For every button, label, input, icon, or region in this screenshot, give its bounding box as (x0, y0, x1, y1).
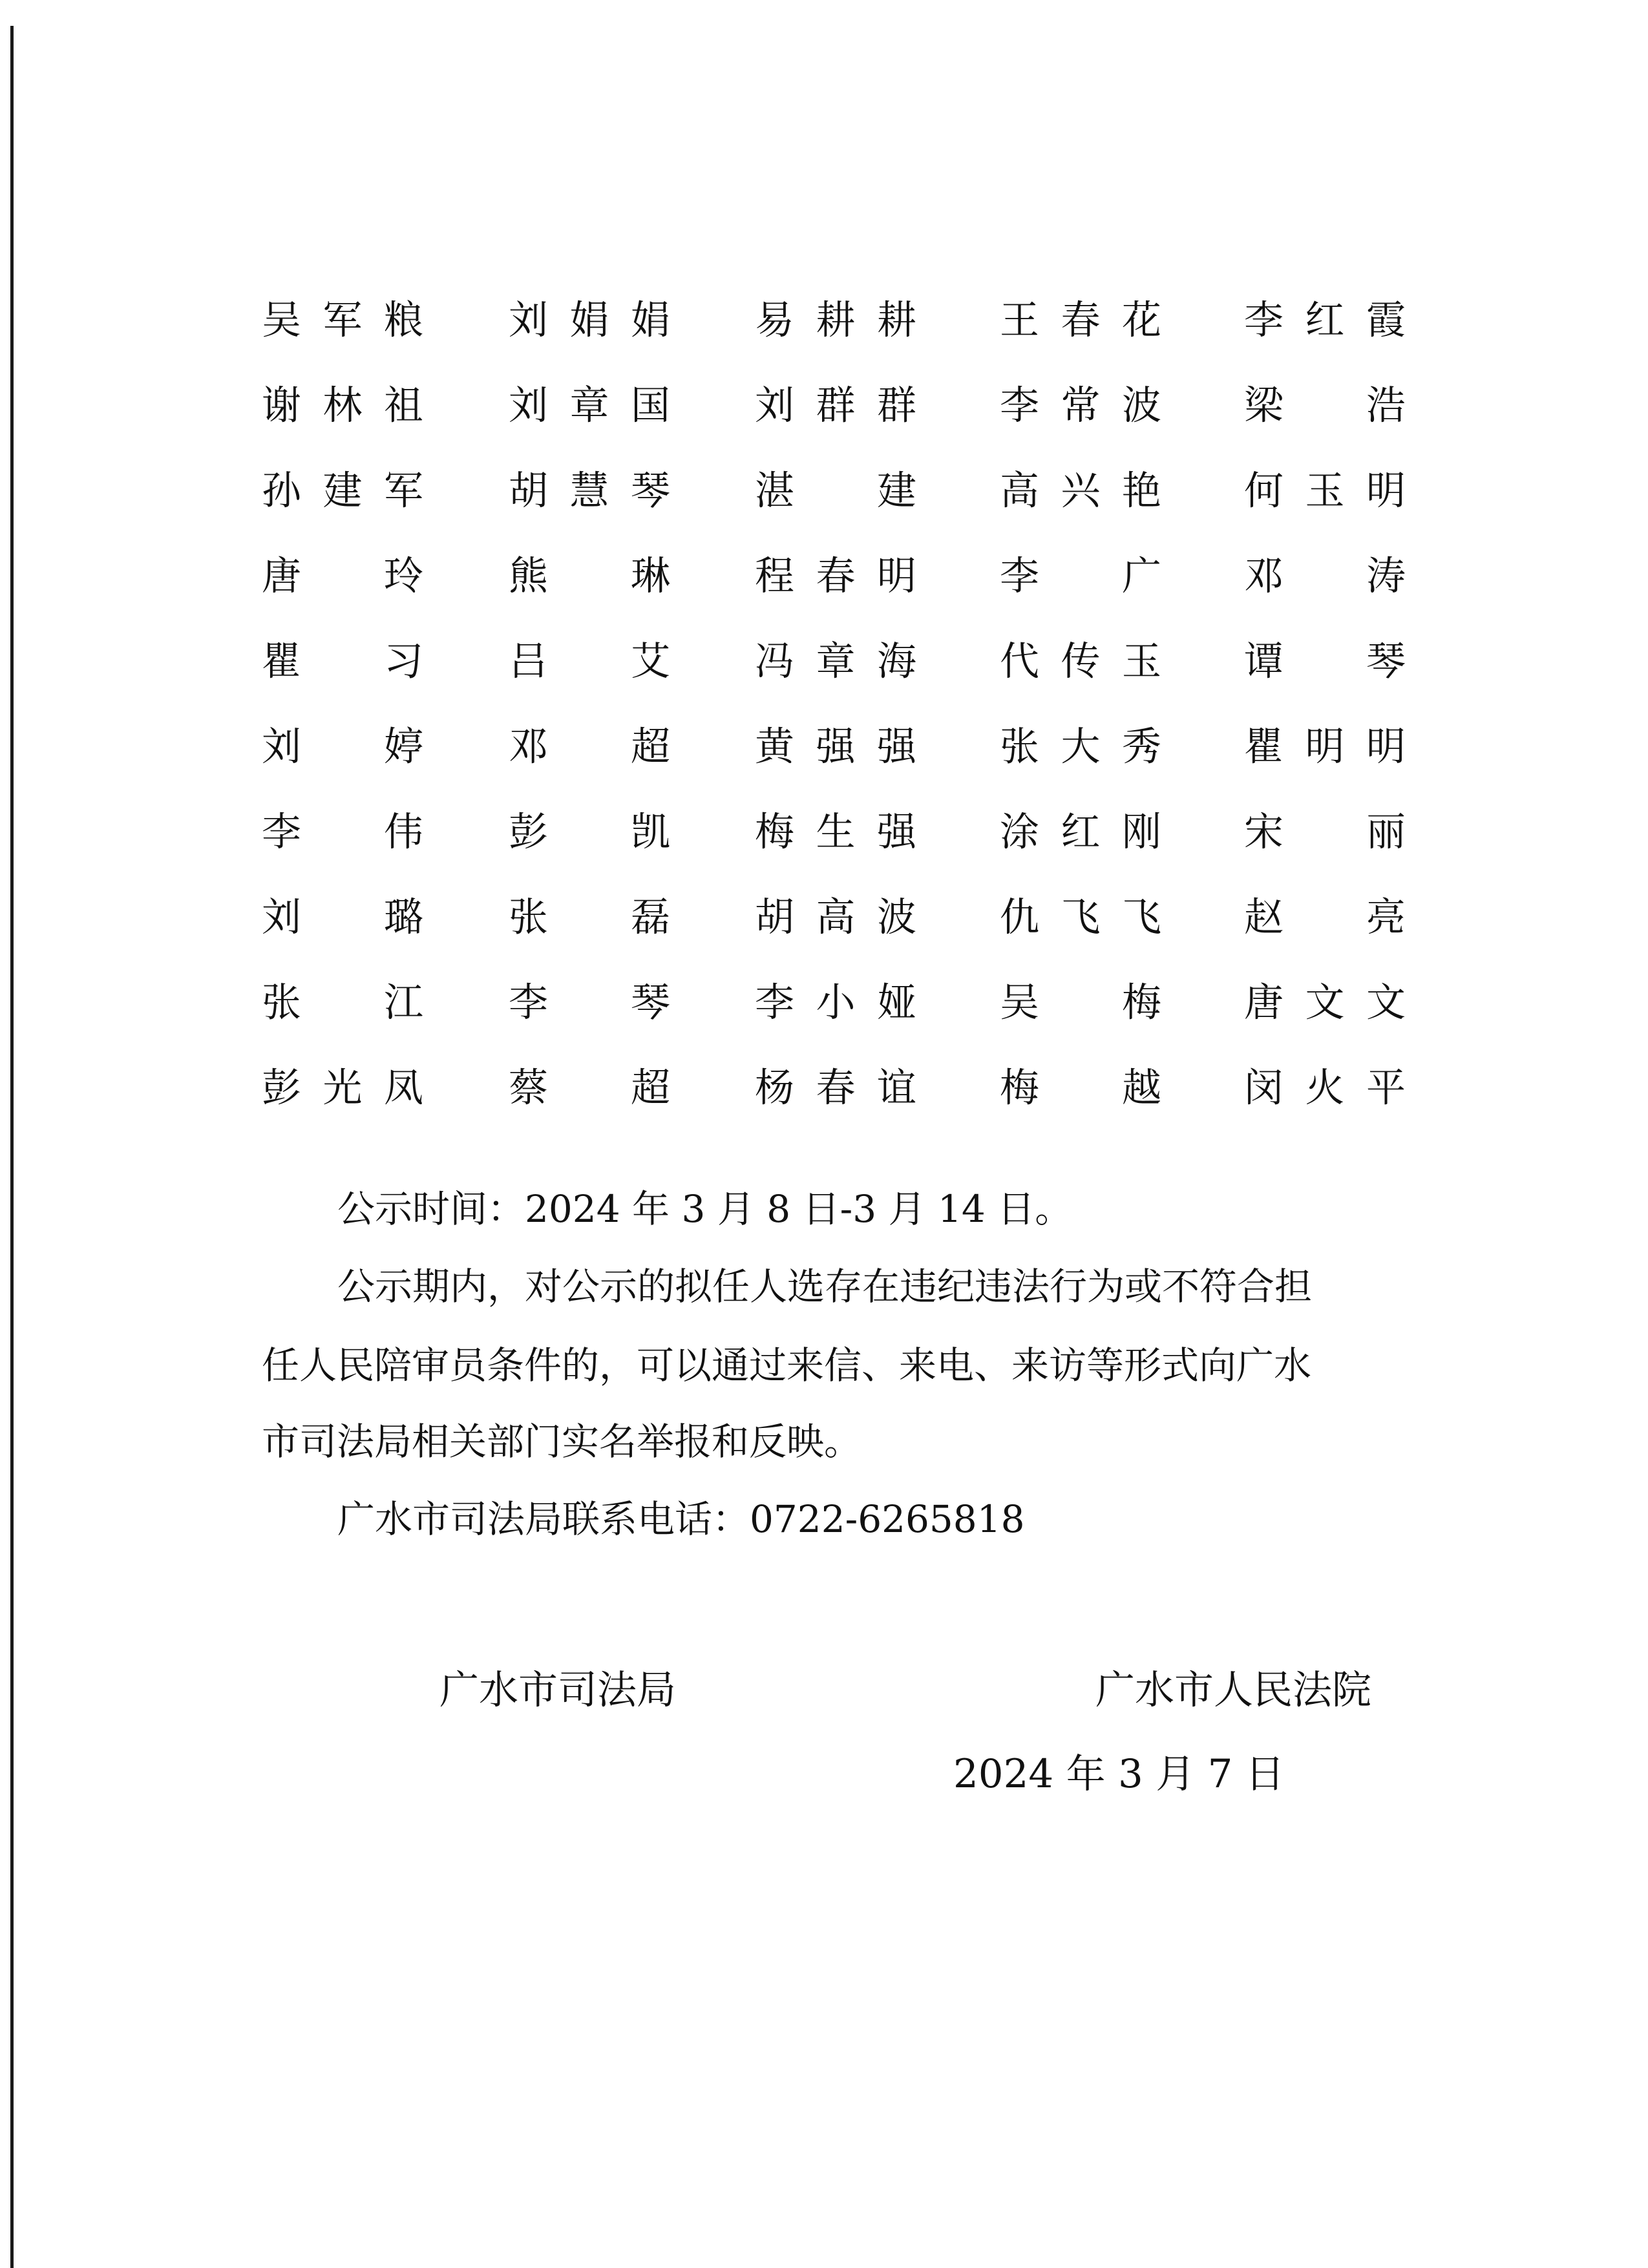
scan-edge-line (10, 26, 14, 2268)
juror-name: 张 江 (262, 980, 424, 1025)
juror-name: 李 伟 (262, 809, 424, 855)
notice-body-line-1: 公示期内，对公示的拟任人选存在违纪违法行为或不符合担 (337, 1265, 1313, 1308)
juror-name: 刘 璐 (262, 894, 424, 940)
name-row (262, 960, 1419, 1045)
juror-name: 仇 飞 飞 (1000, 894, 1162, 940)
name-row (262, 704, 1419, 790)
juror-name: 梅 越 (1000, 1065, 1162, 1111)
juror-name: 代 传 玉 (1000, 638, 1162, 684)
juror-name: 梁 浩 (1244, 383, 1406, 428)
juror-name: 杨 春 谊 (755, 1065, 917, 1111)
juror-name: 涂 红 刚 (1000, 809, 1162, 855)
juror-name: 吴 军 粮 (262, 297, 424, 343)
juror-name: 张 大 秀 (1000, 724, 1162, 770)
juror-name: 张 磊 (509, 894, 671, 940)
juror-name: 宋 丽 (1244, 809, 1406, 855)
juror-name: 李 常 波 (1000, 383, 1162, 428)
name-row (262, 619, 1419, 704)
name-row (262, 363, 1419, 448)
contact-phone: 广水市司法局联系电话：0722-6265818 (337, 1497, 1025, 1541)
juror-name: 熊 琳 (509, 553, 671, 599)
juror-name: 邓 涛 (1244, 553, 1406, 599)
juror-name: 彭 光 凤 (262, 1065, 424, 1111)
juror-name-list (262, 278, 1419, 1131)
juror-name: 刘 娟 娟 (509, 297, 671, 343)
juror-name: 胡 高 波 (755, 894, 917, 940)
notice-period: 公示时间：2024 年 3 月 8 日-3 月 14 日。 (337, 1187, 1073, 1231)
juror-name: 蔡 超 (509, 1065, 671, 1111)
juror-name: 王 春 花 (1000, 297, 1162, 343)
juror-name: 胡 慧 琴 (509, 468, 671, 514)
name-row (262, 278, 1419, 363)
juror-name: 孙 建 军 (262, 468, 424, 514)
juror-name: 冯 章 海 (755, 638, 917, 684)
name-row (262, 448, 1419, 534)
name-row (262, 1045, 1419, 1131)
juror-name: 谢 林 祖 (262, 383, 424, 428)
juror-name: 刘 婷 (262, 724, 424, 770)
signature-date: 2024 年 3 月 7 日 (953, 1751, 1285, 1797)
juror-name: 刘 群 群 (755, 383, 917, 428)
juror-name: 谭 琴 (1244, 638, 1406, 684)
juror-name: 高 兴 艳 (1000, 468, 1162, 514)
juror-name: 黄 强 强 (755, 724, 917, 770)
name-row (262, 875, 1419, 960)
juror-name: 梅 生 强 (755, 809, 917, 855)
juror-name: 瞿 明 明 (1244, 724, 1406, 770)
signature-court: 广水市人民法院 (1095, 1667, 1372, 1713)
juror-name: 瞿 习 (262, 638, 424, 684)
notice-body-line-3: 市司法局相关部门实名举报和反映。 (262, 1420, 862, 1464)
juror-name: 邓 超 (509, 724, 671, 770)
juror-name: 闵 火 平 (1244, 1065, 1406, 1111)
juror-name: 易 耕 耕 (755, 297, 917, 343)
juror-name: 何 玉 明 (1244, 468, 1406, 514)
juror-name: 赵 亮 (1244, 894, 1406, 940)
juror-name: 程 春 明 (755, 553, 917, 599)
juror-name: 刘 章 国 (509, 383, 671, 428)
juror-name: 李 红 霞 (1244, 297, 1406, 343)
juror-name: 唐 玲 (262, 553, 424, 599)
juror-name: 吕 艾 (509, 638, 671, 684)
juror-name: 李 琴 (509, 980, 671, 1025)
name-row (262, 790, 1419, 875)
notice-body-line-2: 任人民陪审员条件的，可以通过来信、来电、来访等形式向广水 (262, 1343, 1312, 1387)
juror-name: 唐 文 文 (1244, 980, 1406, 1025)
juror-name: 吴 梅 (1000, 980, 1162, 1025)
signature-justice-bureau: 广水市司法局 (439, 1667, 677, 1713)
juror-name: 李 小 娅 (755, 980, 917, 1025)
juror-name: 彭 凯 (509, 809, 671, 855)
juror-name: 李 广 (1000, 553, 1162, 599)
name-row (262, 534, 1419, 619)
juror-name: 湛 建 (755, 468, 917, 514)
